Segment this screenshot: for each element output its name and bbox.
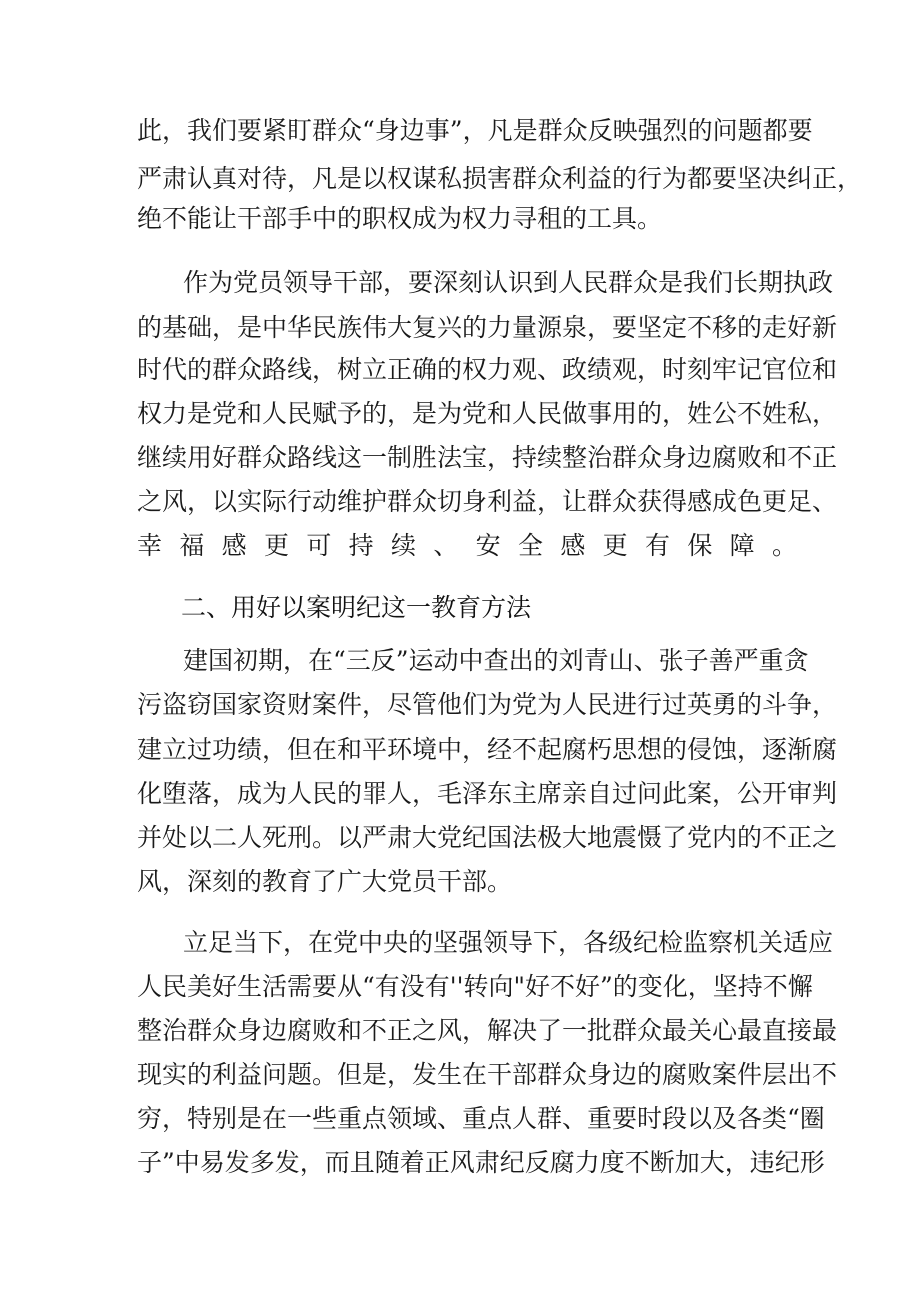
text-line: 建立过功绩，但在和平环境中，经不起腐朽思想的侵蚀，逐渐腐: [137, 735, 838, 764]
text-line: 权力是党和人民赋予的，是为党和人民做事用的，姓公不姓私，: [137, 399, 838, 428]
text-line: 绝不能让干部手中的职权成为权力寻租的工具。: [137, 204, 663, 233]
text-line: 污盗窃国家资财案件，尽管他们为党为人民进行过英勇的斗争，: [137, 690, 838, 719]
text-line: 穷，特别是在一些重点领域、重点人群、重要时段以及各类“圈: [137, 1104, 825, 1133]
section-heading: 二、用好以案明纪这一教育方法: [181, 593, 532, 622]
text-line: 并处以二人死刑。以严肃大党纪国法极大地震慑了党内的不正之: [137, 823, 838, 852]
text-line: 风，深刻的教育了广大党员干部。: [137, 867, 513, 896]
text-line: 的基础，是中华民族伟大复兴的力量源泉，要坚定不移的走好新: [137, 313, 838, 342]
text-line: 时代的群众路线，树立正确的权力观、政绩观，时刻牢记官位和: [137, 355, 838, 384]
text-line: 严肃认真对待，凡是以权谋私损害群众利益的行为都要坚决纠正，: [137, 164, 863, 193]
text-line: 人民美好生活需要从“有没有''转向"好不好”的变化，坚持不懈: [137, 972, 813, 1001]
text-line: 化堕落，成为人民的罪人，毛泽东主席亲自过问此案，公开审判: [137, 779, 838, 808]
text-line: 建国初期，在“三反”运动中查出的刘青山、张子善严重贪: [183, 646, 809, 675]
text-line: 作为党员领导干部，要深刻认识到人民群众是我们长期执政: [183, 268, 834, 297]
text-line: 子”中易发多发，而且随着正风肃纪反腐力度不断加大，违纪形: [137, 1148, 825, 1177]
text-line: 继续用好群众路线这一制胜法宝，持续整治群众身边腐败和不正: [137, 443, 838, 472]
text-line: 整治群众身边腐败和不正之风，解决了一批群众最关心最直接最: [137, 1016, 838, 1045]
text-line: 幸福感更可持续、安全感更有保障。: [137, 531, 797, 560]
text-line: 立足当下，在党中央的坚强领导下，各级纪检监察机关适应: [183, 928, 834, 957]
text-line: 之风，以实际行动维护群众切身利益，让群众获得感成色更足、: [137, 487, 838, 516]
text-line: 此，我们要紧盯群众“身边事”，凡是群众反映强烈的问题都要: [137, 116, 813, 145]
text-line: 现实的利益问题。但是，发生在干部群众身边的腐败案件层出不: [137, 1060, 838, 1089]
